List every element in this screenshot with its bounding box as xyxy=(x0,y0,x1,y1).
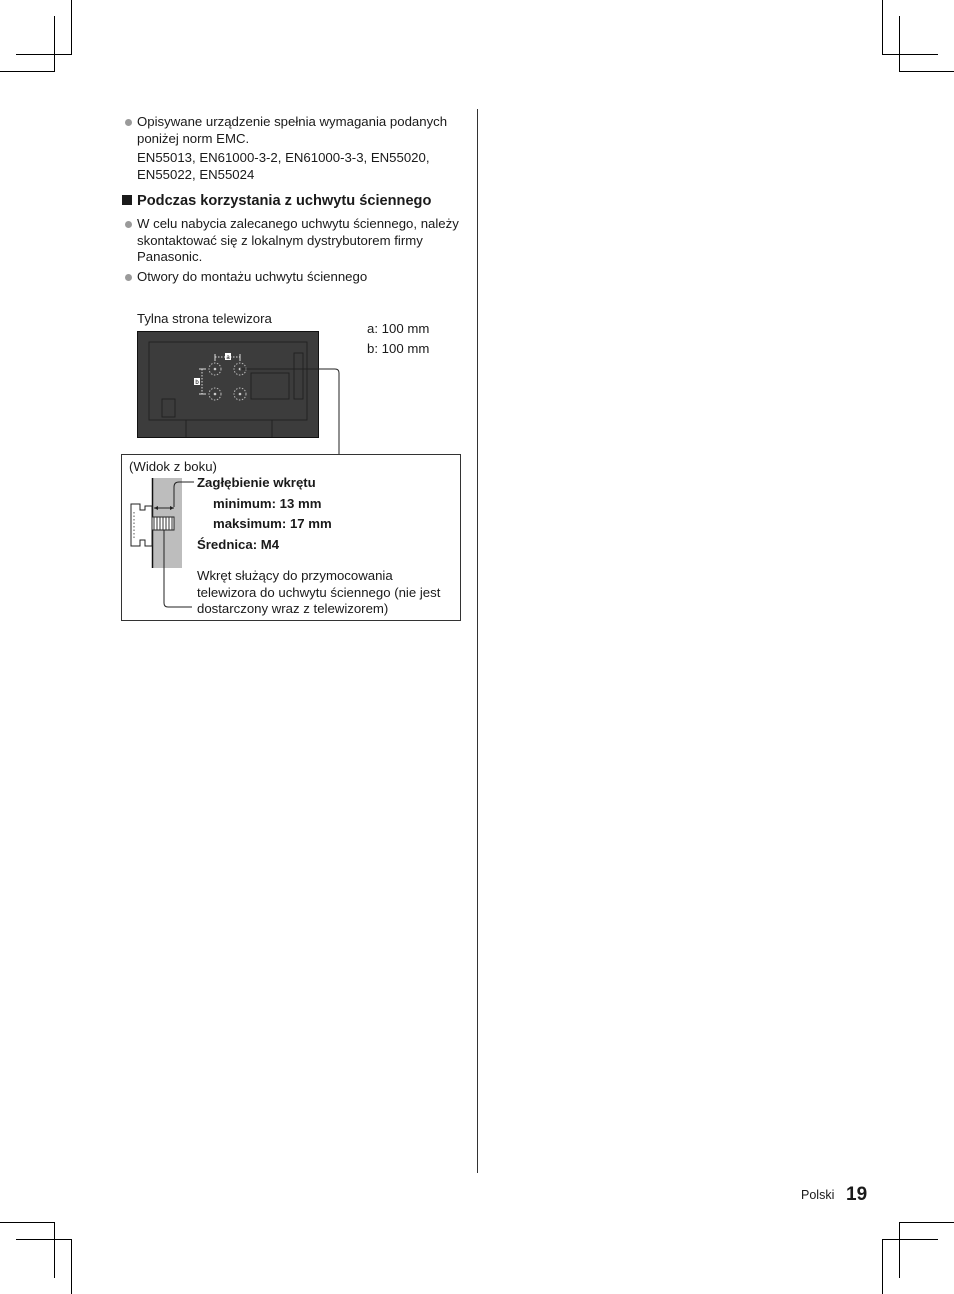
mark-b: b xyxy=(195,380,199,386)
screw-note: Wkręt służący do przymocowania telewizora do uchwytu ściennego (nie jest dostarczony wraz z telewizorem) xyxy=(197,568,441,616)
page-number: 19 xyxy=(846,1184,868,1205)
screw-min: minimum: 13 mm xyxy=(213,496,322,511)
footer-language: Polski xyxy=(801,1188,835,1202)
emc-norms: EN55013, EN61000-3-2, EN61000-3-3, EN55020, EN55022, EN55024 xyxy=(137,150,430,182)
dim-a-label: a: 100 mm xyxy=(367,321,430,336)
bracket-bullet-1: W celu nabycia zalecanego uchwytu ściennego, należy skontaktować się z lokalnym dystrybutorem firmy Panasonic. xyxy=(137,216,462,266)
bracket-bullet-2: Otwory do montażu uchwytu ściennego xyxy=(137,269,462,286)
emc-bullet: Opisywane urządzenie spełnia wymagania podanych poniżej norm EMC. xyxy=(137,114,462,147)
section-heading-text: Podczas korzystania z uchwytu ściennego xyxy=(137,193,432,209)
mark-a: a xyxy=(226,355,230,361)
dim-b-label: b: 100 mm xyxy=(367,341,430,356)
screw-diameter: Średnica: M4 xyxy=(197,537,280,552)
rear-label: Tylna strona telewizora xyxy=(137,311,272,326)
screw-max: maksimum: 17 mm xyxy=(213,516,332,531)
tv-rear-illustration xyxy=(138,332,319,438)
screw-depth-title: Zagłębienie wkrętu xyxy=(197,475,316,490)
side-view-label: (Widok z boku) xyxy=(129,459,217,474)
